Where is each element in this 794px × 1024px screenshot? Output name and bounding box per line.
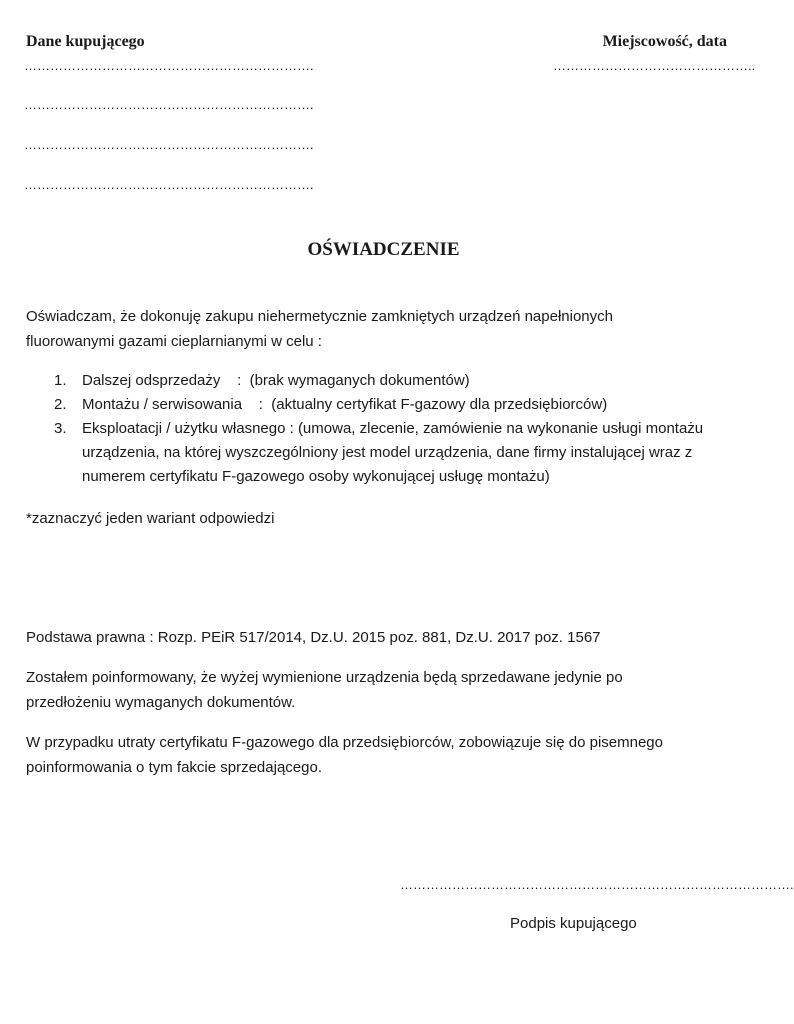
option-number: 1. (54, 372, 67, 389)
option-text: Dalszej odsprzedaży : (brak wymaganych dokumentów) (82, 372, 470, 389)
signature-label: Podpis kupującego (510, 915, 637, 932)
document-title: OŚWIADCZENIE (307, 239, 460, 260)
choice-note: *zaznaczyć jeden wariant odpowiedzi (26, 510, 275, 527)
legal-basis: Podstawa prawna : Rozp. PEiR 517/2014, Dz.U. 2015 poz. 881, Dz.U. 2017 poz. 1567 (26, 629, 601, 646)
buyer-line-2: …………………………………………………………. (24, 97, 314, 112)
option-number: 3. (54, 420, 67, 437)
buyer-line-1: …………………………………………………………. (24, 58, 314, 73)
buyer-data-label: Dane kupującego (26, 33, 145, 50)
option-item-1 (26, 369, 736, 393)
option-number: 2. (54, 396, 67, 413)
option-text: Eksploatacji / użytku własnego : (umowa, zlecenie, zamówienie na wykonanie usługi montażu urządzenia, na której wyszczególniony jest model urządzenia, dane firmy instalującej wraz z numerem certyfikatu F-gazowego osoby wykonującej usługę montażu) (82, 420, 704, 485)
certificate-loss-paragraph: W przypadku utraty certyfikatu F-gazowego dla przedsiębiorców, zobowiązuje się do pisemnego poinformowania o tym fakcie sprzedającego. (26, 734, 663, 776)
informed-paragraph: Zostałem poinformowany, że wyżej wymienione urządzenia będą sprzedawane jedynie po przedłożeniu wymaganych dokumentów. (26, 669, 623, 711)
purpose-options-list (26, 369, 736, 489)
place-date-line: ……………………………………….. (553, 58, 756, 73)
buyer-line-4: …………………………………………………………. (24, 177, 314, 192)
buyer-line-3: …………………………………………………………. (24, 137, 314, 152)
signature-line: ………………………………………………………………………………. (400, 877, 794, 892)
option-text: Montażu / serwisowania : (aktualny certyfikat F-gazowy dla przedsiębiorców) (82, 396, 608, 413)
place-date-label: Miejscowość, data (602, 33, 727, 50)
option-item-2 (26, 393, 736, 417)
intro-paragraph: Oświadczam, że dokonuję zakupu niehermetycznie zamkniętych urządzeń napełnionych fluorowanymi gazami cieplarnianymi w celu : (26, 308, 613, 350)
option-item-3 (26, 417, 722, 489)
